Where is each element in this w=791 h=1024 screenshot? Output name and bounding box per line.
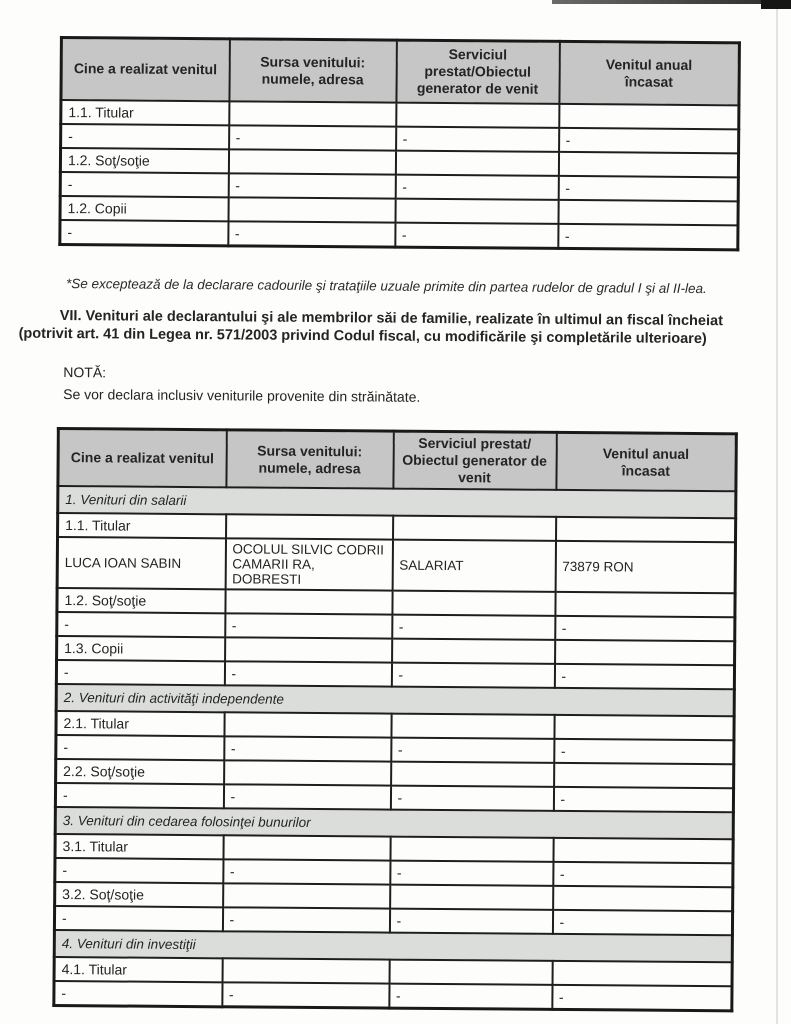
empty-cell: [392, 591, 555, 616]
dash-cell: -: [223, 860, 390, 885]
empty-cell: [225, 638, 392, 663]
dash-cell: -: [395, 174, 558, 199]
dash-cell: -: [223, 785, 390, 810]
nota-text: Se vor declara inclusiv veniturile provenite din străinătate.: [63, 386, 421, 406]
row-label-cell: 3.2. Soţ/soţie: [55, 882, 223, 907]
dash-cell: -: [228, 221, 395, 247]
dash-cell: -: [391, 738, 554, 763]
column-header: Venitul anual încasat: [556, 433, 736, 492]
column-header: Cine a realizat venitul: [58, 429, 226, 488]
empty-cell: [389, 960, 552, 985]
empty-cell: [395, 198, 558, 223]
section-label: 4. Venituri din investiţii: [54, 930, 732, 962]
dash-cell: -: [56, 735, 224, 760]
empty-cell: [555, 517, 735, 542]
column-header: Sursa venitului: numele, adresa: [226, 430, 393, 489]
section-label: 1. Venituri din salarii: [58, 486, 736, 518]
income-table-exceptions: [58, 36, 741, 251]
empty-cell: [392, 639, 555, 664]
empty-cell: [224, 713, 391, 738]
empty-cell: [390, 885, 553, 910]
empty-cell: [555, 640, 735, 665]
row-label-cell: 1.3. Copii: [57, 636, 225, 661]
row-label-cell: 1.2. Soţ/soţie: [60, 148, 228, 173]
empty-cell: [229, 101, 396, 126]
header-row: [58, 429, 736, 492]
table-row: [57, 537, 735, 593]
dash-cell: -: [229, 125, 396, 150]
dash-cell: -: [552, 985, 732, 1011]
dash-cell: -: [55, 783, 223, 808]
dash-cell: -: [558, 175, 738, 200]
dash-cell: -: [553, 787, 733, 812]
dash-cell: -: [553, 862, 733, 887]
empty-cell: [553, 886, 733, 911]
dash-cell: -: [224, 662, 391, 687]
dash-cell: -: [559, 127, 739, 152]
row-label-cell: 1.2. Soţ/soţie: [57, 588, 225, 613]
empty-cell: [391, 714, 554, 739]
section-vii-heading: VII. Venituri ale declarantului şi ale membrilor săi de familie, realizate în ultimul an fiscal încheiat (potrivit art. 41 din Legea nr. 571/2003 privind Codul fiscal, cu modificările şi completările ulterioare): [18, 307, 724, 348]
row-label-cell: 3.1. Titular: [55, 834, 223, 859]
table-row: [54, 981, 732, 1011]
dash-cell: -: [60, 220, 228, 246]
dash-cell: -: [391, 663, 554, 688]
empty-cell: [224, 761, 391, 786]
dash-cell: -: [228, 173, 395, 198]
empty-cell: [553, 838, 733, 863]
empty-cell: [555, 592, 735, 617]
empty-cell: [554, 763, 734, 788]
table-row: [60, 220, 738, 250]
empty-cell: [223, 884, 390, 909]
column-header: Sursa venitului: numele, adresa: [229, 39, 396, 102]
dash-cell: -: [56, 660, 224, 685]
row-label-cell: 1.1. Titular: [58, 513, 226, 538]
data-cell: SALARIAT: [392, 540, 555, 592]
column-header: Serviciul prestat/Obiectul generator de venit: [396, 40, 559, 103]
dash-cell: -: [225, 614, 392, 639]
row-label-cell: 1.2. Copii: [60, 196, 228, 221]
row-label-cell: 1.1. Titular: [61, 100, 229, 125]
dash-cell: -: [224, 737, 391, 762]
empty-cell: [558, 151, 738, 176]
dash-cell: -: [61, 124, 229, 149]
dash-cell: -: [390, 861, 553, 886]
data-cell: 73879 RON: [555, 541, 735, 593]
section-label: 3. Venituri din cedarea folosinţei bunurilor: [55, 807, 733, 839]
section-label: 2. Venituri din activităţi independente: [56, 684, 734, 716]
dash-cell: -: [396, 126, 559, 151]
empty-cell: [390, 837, 553, 862]
data-cell: LUCA IOAN SABIN: [57, 537, 225, 589]
exception-note: *Se exceptează de la declarare cadourile şi trataţiile uzuale primite din partea rudelor de gradul I şi al II-lea.: [65, 275, 707, 296]
empty-cell: [554, 715, 734, 740]
row-label-cell: 2.1. Titular: [56, 711, 224, 736]
dash-cell: -: [389, 984, 552, 1010]
dash-cell: -: [390, 786, 553, 811]
empty-cell: [396, 102, 559, 127]
empty-cell: [228, 149, 395, 174]
dash-cell: -: [222, 983, 389, 1009]
empty-cell: [228, 197, 395, 222]
data-cell: OCOLUL SILVIC CODRII CAMARII RA, DOBRESTI: [225, 539, 392, 591]
dash-cell: -: [55, 858, 223, 883]
header-row: [61, 38, 739, 105]
dash-cell: -: [395, 222, 558, 248]
empty-cell: [395, 150, 558, 175]
dash-cell: -: [60, 172, 228, 197]
empty-cell: [393, 516, 556, 541]
empty-cell: [558, 199, 738, 224]
empty-cell: [559, 103, 739, 128]
dash-cell: -: [57, 612, 225, 637]
empty-cell: [552, 961, 732, 986]
empty-cell: [225, 590, 392, 615]
dash-cell: -: [222, 908, 389, 933]
row-label-cell: 4.1. Titular: [54, 957, 222, 982]
empty-cell: [223, 836, 390, 861]
column-header: Venitul anual încasat: [559, 41, 739, 104]
dash-cell: -: [555, 616, 735, 641]
column-header: Cine a realizat venitul: [61, 38, 229, 101]
empty-cell: [226, 515, 393, 540]
empty-cell: [391, 762, 554, 787]
dash-cell: -: [554, 664, 734, 689]
dash-cell: -: [54, 906, 222, 931]
dash-cell: -: [558, 223, 738, 249]
dash-cell: -: [389, 909, 552, 934]
dash-cell: -: [552, 910, 732, 935]
row-label-cell: 2.2. Soţ/soţie: [56, 759, 224, 784]
dash-cell: -: [392, 615, 555, 640]
dash-cell: -: [54, 981, 222, 1007]
empty-cell: [222, 959, 389, 984]
annual-income-table: [52, 427, 738, 1013]
column-header: Serviciul prestat/ Obiectul generator de venit: [393, 431, 556, 490]
dash-cell: -: [554, 739, 734, 764]
nota-label: NOTĂ:: [63, 364, 107, 381]
